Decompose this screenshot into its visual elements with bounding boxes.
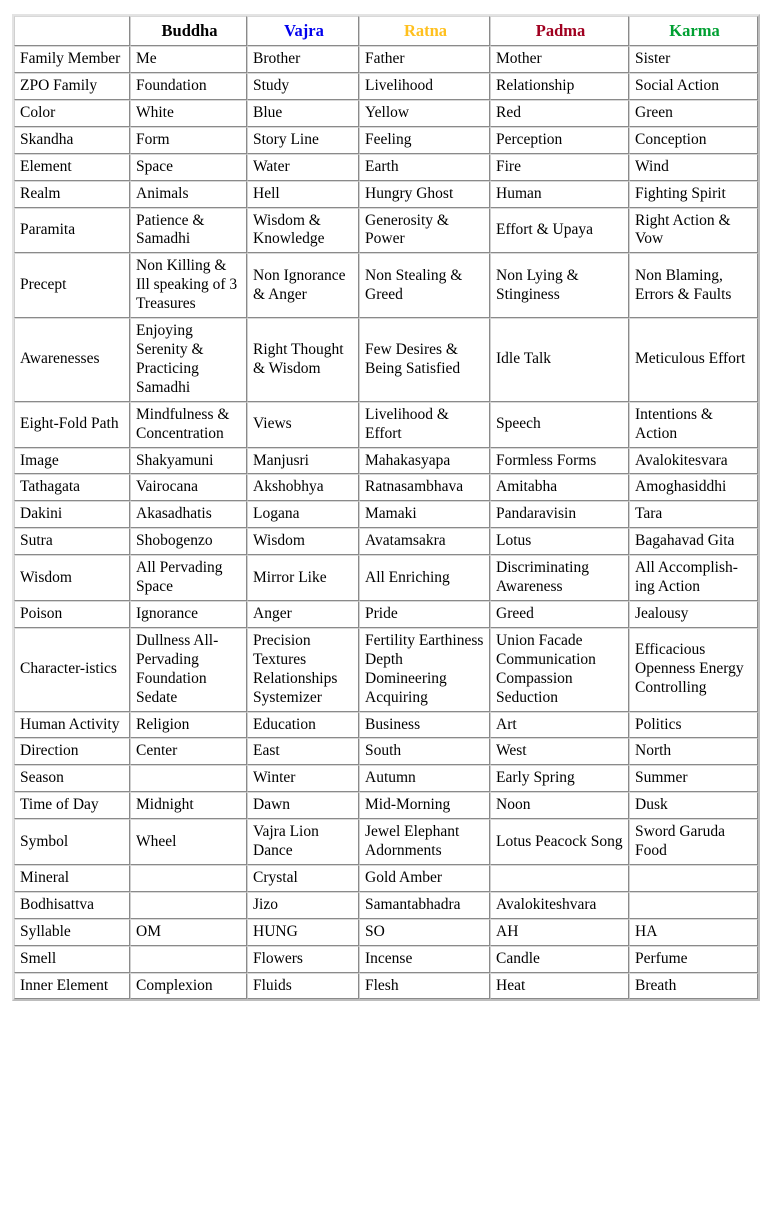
row-label: Human Activity xyxy=(14,712,130,739)
table-cell: Idle Talk xyxy=(490,318,629,402)
table-cell: Right Thought & Wisdom xyxy=(247,318,359,402)
table-cell: Fire xyxy=(490,154,629,181)
table-cell: Fertility Earthiness Depth Domineering Acquiring xyxy=(359,628,490,712)
table-cell: Efficacious Openness Energy Controlling xyxy=(629,628,758,712)
row-label: Dakini xyxy=(14,501,130,528)
table-cell: Dawn xyxy=(247,792,359,819)
table-cell: Mirror Like xyxy=(247,555,359,601)
table-cell: All Enriching xyxy=(359,555,490,601)
table-cell: Yellow xyxy=(359,100,490,127)
row-label: Syllable xyxy=(14,919,130,946)
table-cell: Religion xyxy=(130,712,247,739)
table-cell: Winter xyxy=(247,765,359,792)
table-cell: AH xyxy=(490,919,629,946)
table-cell: Few Desires & Being Satisfied xyxy=(359,318,490,402)
column-header-padma: Padma xyxy=(490,16,629,46)
table-cell: Ignorance xyxy=(130,601,247,628)
row-label: Family Member xyxy=(14,46,130,73)
table-cell: HA xyxy=(629,919,758,946)
table-cell: Gold Amber xyxy=(359,865,490,892)
row-label: Sutra xyxy=(14,528,130,555)
table-cell: Non Ignorance & Anger xyxy=(247,253,359,318)
table-row xyxy=(14,208,758,254)
table-cell: Bagahavad Gita xyxy=(629,528,758,555)
table-cell: Jizo xyxy=(247,892,359,919)
table-cell: Non Blaming, Errors & Faults xyxy=(629,253,758,318)
table-cell: Incense xyxy=(359,946,490,973)
table-cell: HUNG xyxy=(247,919,359,946)
table-cell: Breath xyxy=(629,973,758,1000)
table-cell: Jewel Elephant Adornments xyxy=(359,819,490,865)
table-cell: Conception xyxy=(629,127,758,154)
table-cell: Autumn xyxy=(359,765,490,792)
table-cell: East xyxy=(247,738,359,765)
table-cell: Social Action xyxy=(629,73,758,100)
table-cell: Crystal xyxy=(247,865,359,892)
table-cell: Wisdom xyxy=(247,528,359,555)
table-cell: Sister xyxy=(629,46,758,73)
table-cell: All Pervading Space xyxy=(130,555,247,601)
row-label: Precept xyxy=(14,253,130,318)
table-cell: South xyxy=(359,738,490,765)
row-label: ZPO Family xyxy=(14,73,130,100)
table-cell: Precision Textures Relationships Systemizer xyxy=(247,628,359,712)
table-row xyxy=(14,318,758,402)
table-cell: Wheel xyxy=(130,819,247,865)
table-cell xyxy=(130,892,247,919)
table-cell: Pandaravisin xyxy=(490,501,629,528)
table-row xyxy=(14,127,758,154)
row-label: Season xyxy=(14,765,130,792)
table-cell xyxy=(629,892,758,919)
table-cell: Sword Garuda Food xyxy=(629,819,758,865)
table-cell: Fluids xyxy=(247,973,359,1000)
table-row xyxy=(14,73,758,100)
table-row xyxy=(14,819,758,865)
table-cell: Lotus xyxy=(490,528,629,555)
table-cell: Story Line xyxy=(247,127,359,154)
table-cell: Mamaki xyxy=(359,501,490,528)
table-cell: Anger xyxy=(247,601,359,628)
table-cell: Mid-Morning xyxy=(359,792,490,819)
table-cell: Intentions & Action xyxy=(629,402,758,448)
table-cell: Red xyxy=(490,100,629,127)
table-cell: Feeling xyxy=(359,127,490,154)
row-label: Direction xyxy=(14,738,130,765)
table-cell: Me xyxy=(130,46,247,73)
table-cell: Lotus Peacock Song xyxy=(490,819,629,865)
table-cell: Akasadhatis xyxy=(130,501,247,528)
table-cell: Discriminating Awareness xyxy=(490,555,629,601)
table-row xyxy=(14,601,758,628)
table-cell: Logana xyxy=(247,501,359,528)
row-label: Smell xyxy=(14,946,130,973)
table-row xyxy=(14,448,758,475)
column-header-buddha: Buddha xyxy=(130,16,247,46)
table-cell: Vairocana xyxy=(130,474,247,501)
table-row xyxy=(14,555,758,601)
table-cell: Union Facade Communication Compassion Seduction xyxy=(490,628,629,712)
table-cell: Wind xyxy=(629,154,758,181)
table-cell: OM xyxy=(130,919,247,946)
table-cell: Relationship xyxy=(490,73,629,100)
table-cell: Politics xyxy=(629,712,758,739)
row-label: Wisdom xyxy=(14,555,130,601)
row-label: Image xyxy=(14,448,130,475)
table-cell: Pride xyxy=(359,601,490,628)
table-cell: Study xyxy=(247,73,359,100)
table-row xyxy=(14,792,758,819)
row-label: Symbol xyxy=(14,819,130,865)
table-cell: Avalokiteshvara xyxy=(490,892,629,919)
table-row xyxy=(14,46,758,73)
table-cell: Tara xyxy=(629,501,758,528)
five-buddha-families-table xyxy=(12,14,760,1001)
table-row xyxy=(14,892,758,919)
table-row xyxy=(14,181,758,208)
table-cell: Vajra Lion Dance xyxy=(247,819,359,865)
row-label: Eight-Fold Path xyxy=(14,402,130,448)
table-cell: All Accomplish-ing Action xyxy=(629,555,758,601)
table-cell: Right Action & Vow xyxy=(629,208,758,254)
header-row xyxy=(14,16,758,46)
table-cell: Business xyxy=(359,712,490,739)
table-cell: Human xyxy=(490,181,629,208)
table-cell: Wisdom & Knowledge xyxy=(247,208,359,254)
table-cell: Avatamsakra xyxy=(359,528,490,555)
table-cell: Hell xyxy=(247,181,359,208)
table-row xyxy=(14,946,758,973)
row-label: Inner Element xyxy=(14,973,130,1000)
row-label: Paramita xyxy=(14,208,130,254)
table-row xyxy=(14,628,758,712)
table-header xyxy=(14,16,758,46)
table-cell: Non Stealing & Greed xyxy=(359,253,490,318)
table-cell xyxy=(490,865,629,892)
table-cell: Brother xyxy=(247,46,359,73)
table-cell: Dullness All-Pervading Foundation Sedate xyxy=(130,628,247,712)
row-label: Mineral xyxy=(14,865,130,892)
table-cell: Patience & Samadhi xyxy=(130,208,247,254)
table-cell: Ratnasambhava xyxy=(359,474,490,501)
table-row xyxy=(14,501,758,528)
table-cell: Formless Forms xyxy=(490,448,629,475)
table-cell: Mother xyxy=(490,46,629,73)
table-cell: Effort & Upaya xyxy=(490,208,629,254)
table-cell: Father xyxy=(359,46,490,73)
row-label: Tathagata xyxy=(14,474,130,501)
table-cell: Fighting Spirit xyxy=(629,181,758,208)
table-row xyxy=(14,253,758,318)
table-cell xyxy=(130,946,247,973)
table-cell: Hungry Ghost xyxy=(359,181,490,208)
table-cell: Greed xyxy=(490,601,629,628)
row-label: Skandha xyxy=(14,127,130,154)
table-cell: Green xyxy=(629,100,758,127)
table-cell: Non Killing & Ill speaking of 3 Treasures xyxy=(130,253,247,318)
table-cell: Enjoying Serenity & Practicing Samadhi xyxy=(130,318,247,402)
row-label: Poison xyxy=(14,601,130,628)
table-cell: Dusk xyxy=(629,792,758,819)
table-cell: SO xyxy=(359,919,490,946)
row-label: Color xyxy=(14,100,130,127)
table-cell: Views xyxy=(247,402,359,448)
table-cell: Water xyxy=(247,154,359,181)
row-label: Awarenesses xyxy=(14,318,130,402)
table-cell: Form xyxy=(130,127,247,154)
table-cell: Education xyxy=(247,712,359,739)
row-label: Time of Day xyxy=(14,792,130,819)
table-row xyxy=(14,973,758,1000)
table-row xyxy=(14,865,758,892)
table-row xyxy=(14,765,758,792)
table-cell: Foundation xyxy=(130,73,247,100)
table-row xyxy=(14,919,758,946)
table-cell: Perception xyxy=(490,127,629,154)
table-cell: Mindfulness & Concentration xyxy=(130,402,247,448)
table-cell: Avalokitesvara xyxy=(629,448,758,475)
row-label: Element xyxy=(14,154,130,181)
table-row xyxy=(14,402,758,448)
table-cell: Earth xyxy=(359,154,490,181)
table-cell xyxy=(130,865,247,892)
table-cell: Center xyxy=(130,738,247,765)
table-cell: White xyxy=(130,100,247,127)
table-cell: Amoghasiddhi xyxy=(629,474,758,501)
table-cell: Samantabhadra xyxy=(359,892,490,919)
table-cell: Mahakasyapa xyxy=(359,448,490,475)
table-cell: Jealousy xyxy=(629,601,758,628)
table-row xyxy=(14,154,758,181)
table-cell: Flesh xyxy=(359,973,490,1000)
table-cell: Space xyxy=(130,154,247,181)
table-cell: Summer xyxy=(629,765,758,792)
column-header-karma: Karma xyxy=(629,16,758,46)
table-row xyxy=(14,100,758,127)
table-cell: Midnight xyxy=(130,792,247,819)
table-body xyxy=(14,46,758,999)
table-cell: Animals xyxy=(130,181,247,208)
table-cell xyxy=(130,765,247,792)
column-header-vajra: Vajra xyxy=(247,16,359,46)
table-cell: Livelihood xyxy=(359,73,490,100)
table-cell: Early Spring xyxy=(490,765,629,792)
table-cell: Non Lying & Stinginess xyxy=(490,253,629,318)
table-cell: Blue xyxy=(247,100,359,127)
table-cell: Complexion xyxy=(130,973,247,1000)
table-cell: Manjusri xyxy=(247,448,359,475)
table-cell: Livelihood & Effort xyxy=(359,402,490,448)
table-cell: Candle xyxy=(490,946,629,973)
table-cell: West xyxy=(490,738,629,765)
row-label: Character-istics xyxy=(14,628,130,712)
row-label: Realm xyxy=(14,181,130,208)
table-cell: Amitabha xyxy=(490,474,629,501)
table-cell: North xyxy=(629,738,758,765)
table-cell: Heat xyxy=(490,973,629,1000)
table-cell: Art xyxy=(490,712,629,739)
table-cell: Shakyamuni xyxy=(130,448,247,475)
table-cell: Perfume xyxy=(629,946,758,973)
column-header-ratna: Ratna xyxy=(359,16,490,46)
table-cell: Generosity & Power xyxy=(359,208,490,254)
table-cell xyxy=(629,865,758,892)
table-row xyxy=(14,712,758,739)
table-row xyxy=(14,474,758,501)
table-cell: Speech xyxy=(490,402,629,448)
table-cell: Akshobhya xyxy=(247,474,359,501)
table-cell: Meticulous Effort xyxy=(629,318,758,402)
table-cell: Shobogenzo xyxy=(130,528,247,555)
table-row xyxy=(14,738,758,765)
table-cell: Flowers xyxy=(247,946,359,973)
row-label: Bodhisattva xyxy=(14,892,130,919)
table-row xyxy=(14,528,758,555)
header-corner-cell xyxy=(14,16,130,46)
table-cell: Noon xyxy=(490,792,629,819)
